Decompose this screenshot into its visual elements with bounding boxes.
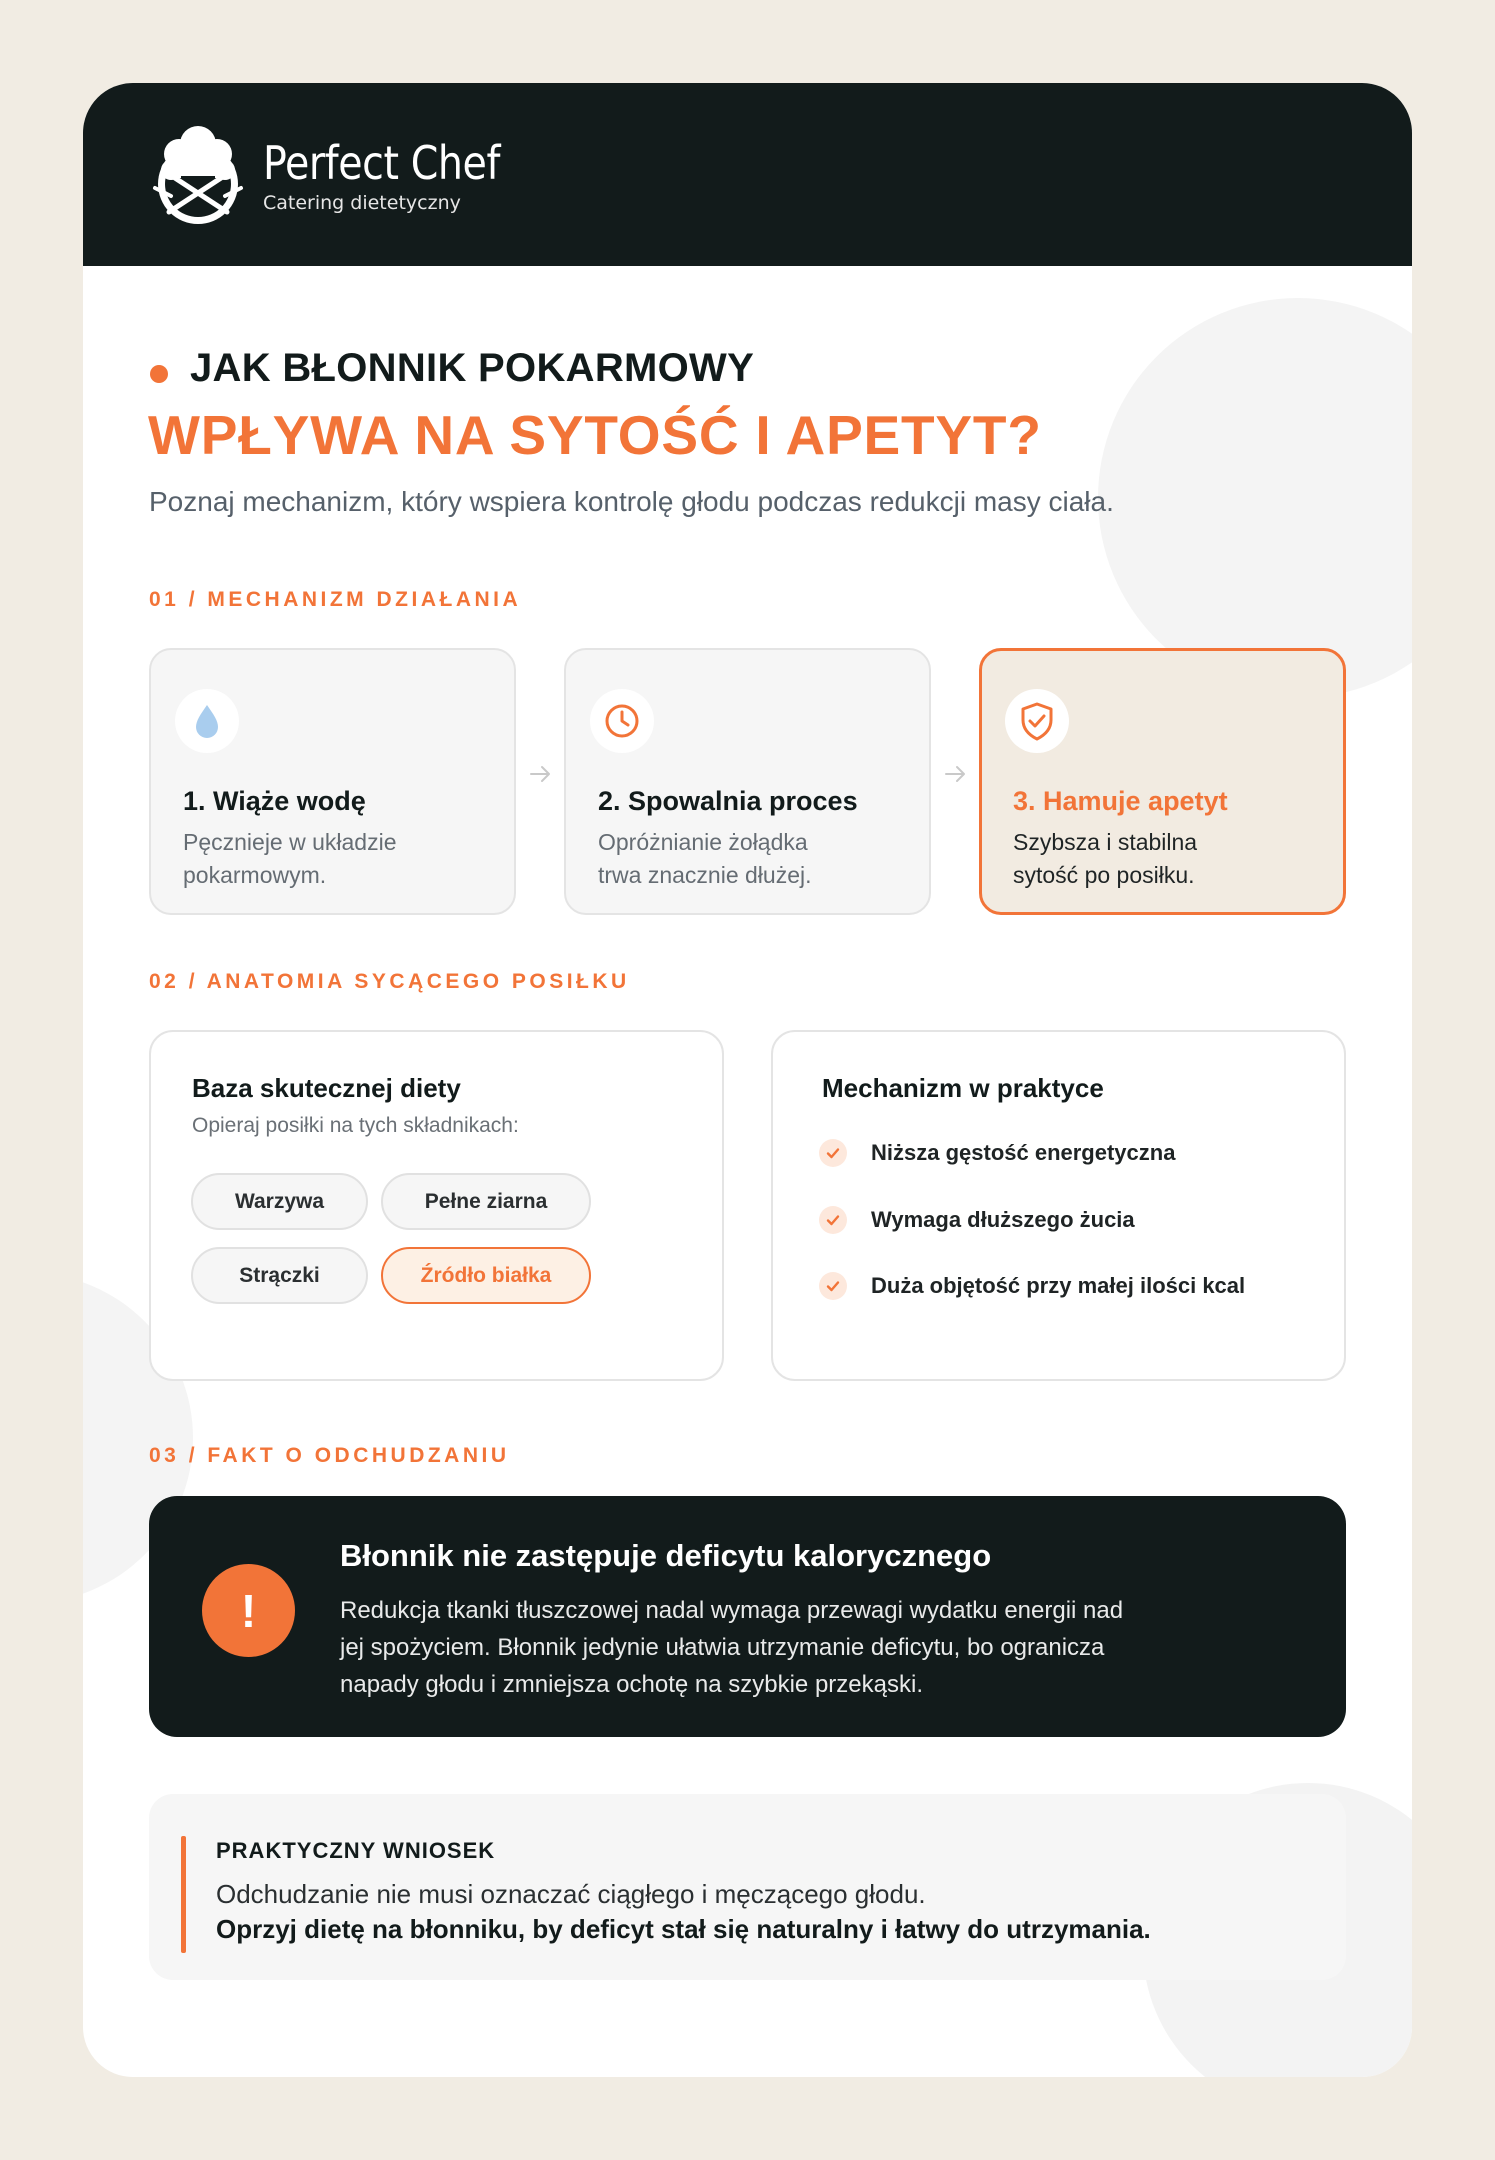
fact-callout — [149, 1496, 1346, 1737]
check-icon — [819, 1206, 847, 1234]
panel-diet-base — [149, 1030, 724, 1381]
fact-body-line: Redukcja tkanki tłuszczowej nadal wymaga przewagi wydatku energii nad — [340, 1597, 1124, 1624]
water-drop-icon — [187, 701, 227, 741]
step-title: 1. Wiąże wodę — [183, 786, 366, 816]
step-desc-line: Szybsza i stabilna — [1013, 829, 1198, 855]
brand-name: Perfect Chef — [263, 136, 500, 190]
page-title-line2: WPŁYWA NA SYTOŚĆ I APETYT? — [148, 404, 1042, 466]
title-bullet-dot — [150, 365, 168, 383]
fact-body-line: jej spożyciem. Błonnik jedynie ułatwia utrzymanie deficytu, bo ogranicza — [340, 1634, 1105, 1661]
conclusion-label: PRAKTYCZNY WNIOSEK — [216, 1838, 496, 1863]
checklist-item-text: Niższa gęstość energetyczna — [871, 1140, 1176, 1165]
section-label-fact: 03 / FAKT O ODCHUDZANIU — [149, 1444, 510, 1467]
step-description — [598, 826, 898, 892]
step-desc-line: sytość po posiłku. — [1013, 862, 1195, 888]
step-description — [183, 826, 483, 892]
fact-body-line: napady głodu i zmniejsza ochotę na szybkie przekąski. — [340, 1671, 923, 1698]
ingredient-pill: Warzywa — [191, 1173, 368, 1230]
arrow-right-icon — [529, 764, 553, 784]
step-desc-line: Opróżnianie żołądka — [598, 829, 808, 855]
panel-title: Baza skutecznej diety — [192, 1073, 461, 1103]
arrow-right-icon — [944, 764, 968, 784]
page-title-line1: JAK BŁONNIK POKARMOWY — [190, 346, 755, 390]
step-card-binds-water — [149, 648, 516, 915]
conclusion-line2: Oprzyj dietę na błonniku, by deficyt stał się naturalny i łatwy do utrzymania. — [216, 1914, 1151, 1944]
infographic-card — [83, 83, 1412, 2077]
step-desc-line: trwa znacznie dłużej. — [598, 862, 812, 888]
section-label-mechanism: 01 / MECHANIZM DZIAŁANIA — [149, 588, 522, 611]
panel-subtitle: Opieraj posiłki na tych składnikach: — [192, 1114, 519, 1137]
clock-icon — [602, 701, 642, 741]
panel-title: Mechanizm w praktyce — [822, 1073, 1104, 1103]
panel-mechanism-practice — [771, 1030, 1346, 1381]
main-content — [83, 83, 1412, 2077]
ingredient-pill-highlighted: Źródło białka — [381, 1247, 591, 1304]
check-icon — [819, 1139, 847, 1167]
fact-title: Błonnik nie zastępuje deficytu kalorycznego — [340, 1538, 992, 1573]
shield-check-icon — [1015, 699, 1059, 743]
step-card-slows-process — [564, 648, 931, 915]
step-icon-wrap — [175, 689, 239, 753]
step-icon-wrap — [590, 689, 654, 753]
page-subtitle: Poznaj mechanizm, który wspiera kontrolę głodu podczas redukcji masy ciała. — [149, 486, 1114, 517]
fact-body — [340, 1592, 1200, 1703]
step-icon-wrap — [1005, 689, 1069, 753]
ingredient-pill: Strączki — [191, 1247, 368, 1304]
section-label-anatomy: 02 / ANATOMIA SYCĄCEGO POSIŁKU — [149, 970, 630, 993]
check-icon — [819, 1272, 847, 1300]
step-title: 2. Spowalnia proces — [598, 786, 858, 816]
step-card-curbs-appetite — [979, 648, 1346, 915]
conclusion-line1: Odchudzanie nie musi oznaczać ciągłego i męczącego głodu. — [216, 1879, 926, 1909]
exclamation-icon: ! — [202, 1564, 295, 1657]
step-desc-line: pokarmowym. — [183, 862, 327, 888]
checklist-item-text: Wymaga dłuższego żucia — [871, 1207, 1135, 1232]
brand-tagline: Catering dietetyczny — [263, 192, 461, 214]
step-desc-line: Pęcznieje w układzie — [183, 829, 397, 855]
step-title: 3. Hamuje apetyt — [1013, 786, 1228, 816]
step-description — [1013, 826, 1313, 892]
conclusion-accent-bar — [181, 1836, 186, 1953]
checklist-item-text: Duża objętość przy małej ilości kcal — [871, 1273, 1246, 1298]
ingredient-pill: Pełne ziarna — [381, 1173, 591, 1230]
conclusion-box — [149, 1794, 1346, 1980]
